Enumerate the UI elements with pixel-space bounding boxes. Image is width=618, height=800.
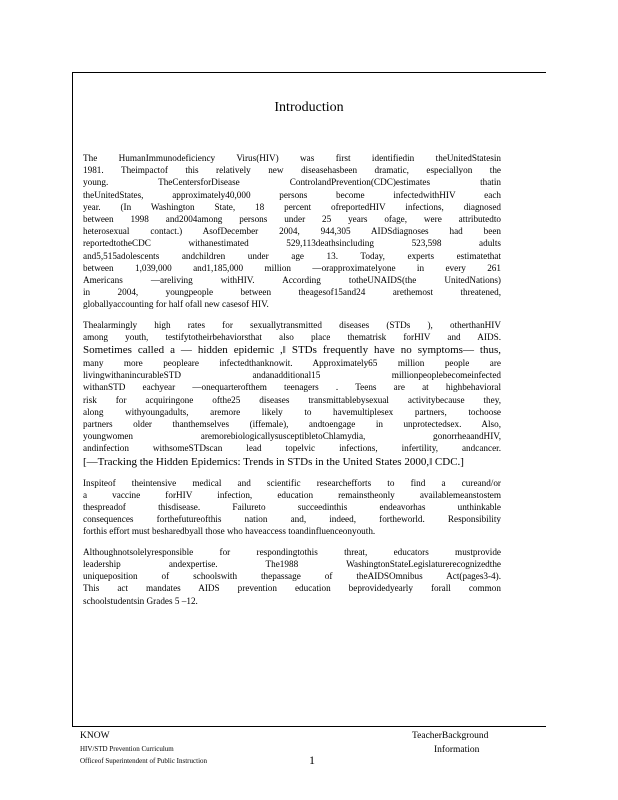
- page-number: 1: [309, 753, 315, 767]
- text-line: Althoughnotsolelyresponsible for respondingtothis threat, educators mustprovide: [83, 546, 501, 557]
- text-line: year. (In Washington State, 18 percent ofreportedHIV infections, diagnosed: [83, 201, 501, 212]
- footer-section-label: TeacherBackground: [412, 731, 489, 741]
- text-line: theUnitedStates, approximately40,000 persons become infectedwithHIV each: [83, 189, 501, 200]
- text-line: The HumanImmunodeficiency Virus(HIV) was first identifiedin theUnitedStatesin: [83, 153, 501, 163]
- page-title: Introduction: [274, 100, 344, 115]
- text-line: uniqueposition of schoolswith thepassage of theAIDSOmnibus Act(pages3-4).: [83, 571, 501, 582]
- text-line: Thealarmingly high rates for sexuallytransmitted diseases (STDs ), otherthanHIV: [83, 319, 501, 330]
- text-line: partners older thanthemselves (iffemale), andtoengage in unprotectedsex. Also,: [83, 419, 501, 430]
- text-line: forthis effort must besharedbyall those who haveaccess toandinfluenceonyouth.: [83, 526, 376, 537]
- citation-line: [—Tracking the Hidden Epidemics: Trends in STDs in the United States 2000,‖ CDC.]: [83, 455, 464, 468]
- text-line: Americans —areliving withHIV. According totheUNAIDS(the UnitedNations): [83, 275, 501, 286]
- bottom-rule: [72, 726, 546, 727]
- paragraph-legislature: [83, 546, 501, 607]
- paragraph-education: [83, 477, 501, 538]
- text-line: reportedtotheCDC withanestimated 529,113deathsincluding 523,598 adults: [83, 238, 501, 249]
- paragraph-hiv-overview: [83, 152, 501, 311]
- text-line: 1981. Theimpactof this relatively new diseasehasbeen dramatic, especiallyon the: [83, 165, 501, 176]
- text-line: Sometimes called a — hidden epidemic ,‖ STDs frequently have no symptoms— thus,: [83, 344, 501, 357]
- text-line: risk for acquiringone ofthe25 diseases transmittablebysexual activitybecause they,: [83, 394, 501, 405]
- paragraph-std-rates: [83, 319, 501, 469]
- footer-section-sublabel: Information: [434, 745, 480, 755]
- text-line: This act mandates AIDS prevention education beprovidedyearly forall common: [83, 583, 501, 594]
- footer-office-label: Officeof Superintendent of Public Instruction: [80, 757, 208, 765]
- text-line: young. TheCentersforDisease ControlandPrevention(CDC)estimates thatin: [83, 177, 501, 188]
- text-line: livingwithanincurableSTD andanadditional15 millionpeoplebecomeinfected: [83, 370, 501, 381]
- text-line: along withyoungadults, aremore likely to havemultiplesex partners, tochoose: [83, 406, 501, 417]
- text-line: heterosexual contact.) AsofDecember 2004, 944,305 AIDSdiagnoses had been: [83, 226, 501, 237]
- text-line: leadership andexpertise. The1988 WashingtonStateLegislaturerecognizedthe: [83, 558, 501, 569]
- text-line: consequences forthefutureofthis nation and, indeed, fortheworld. Responsibility: [83, 514, 501, 525]
- body-text: [83, 152, 501, 615]
- text-line: youngwomen aremorebiologicallysusceptibletoChlamydia, gonorrheaandHIV,: [83, 431, 501, 442]
- top-rule: [72, 72, 546, 73]
- footer-know-label: KNOW: [80, 731, 110, 741]
- text-line: a vaccine forHIV infection, education remainstheonly availablemeanstostem: [83, 489, 501, 500]
- text-line: between 1,039,000 and1,185,000 million —orapproximatelyone in every 261: [83, 262, 501, 273]
- text-line: among youth, testifytotheirbehaviorsthat also place thematrisk forHIV and AIDS.: [83, 331, 501, 342]
- text-line: and5,515adolescents andchildren under age 13. Today, experts estimatethat: [83, 250, 501, 261]
- text-line: withanSTD eachyear —onequarterofthem teenagers . Teens are at highbehavioral: [83, 382, 501, 393]
- text-line: andinfection withsomeSTDscan lead topelvic infections, infertility, andcancer.: [83, 443, 501, 454]
- left-rule: [72, 72, 73, 727]
- text-line: Inspiteof theintensive medical and scientific researchefforts to find a cureand/or: [83, 477, 501, 488]
- text-line: between 1998 and2004among persons under 25 years ofage, were attributedto: [83, 214, 501, 225]
- text-line: schoolstudentsin Grades 5 –12.: [83, 595, 198, 606]
- footer-curriculum-label: HIV/STD Prevention Curriculum: [80, 745, 174, 753]
- text-line: in 2004, youngpeople between theagesof15and24 arethemost threatened,: [83, 287, 501, 298]
- text-line: many more peopleare infectedthanknowit. Approximately65 million people are: [83, 358, 501, 369]
- text-line: thespreadof thisdisease. Failureto succeedinthis endeavorhas unthinkable: [83, 502, 501, 513]
- text-line: globallyaccounting for half ofall new casesof HIV.: [83, 299, 269, 310]
